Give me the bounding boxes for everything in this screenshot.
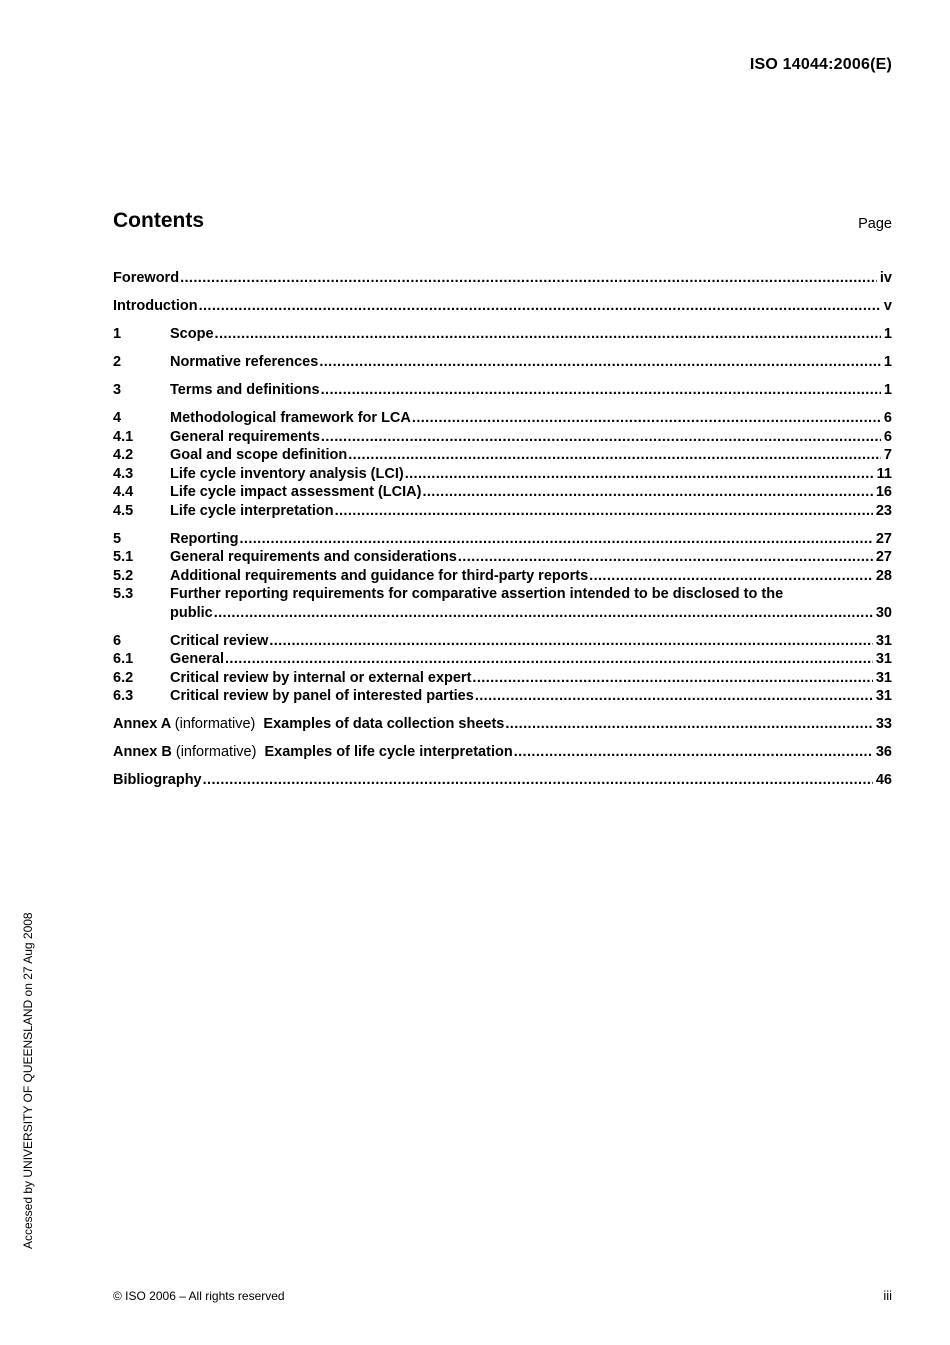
toc-entry-number: 4.3 [113,465,134,482]
toc-entry-label: Introduction [113,298,198,314]
toc-entry-page: 46 [875,772,892,788]
toc-entry-page: 11 [876,465,892,482]
toc-entry-number: 4.4 [113,484,134,500]
toc-entry[interactable] [113,465,892,484]
toc-entry-number: 4.1 [113,428,134,445]
toc-entry-label: Critical review by panel of interested parties [170,688,474,704]
toc-entry-number: 4 [113,410,122,426]
toc-entry-number: 6.2 [113,669,134,686]
toc-entry-page: v [883,298,892,314]
toc-entry[interactable] [113,483,892,502]
dot-leader [348,446,881,465]
toc-entry[interactable] [113,650,892,669]
toc-entry-page: 36 [875,744,892,760]
toc-entry-label-continued: public [170,604,213,621]
standard-id: ISO 14044:2006(E) [749,56,892,73]
toc-entry-label: Further reporting requirements for comparative assertion intended to be disclosed to the [170,586,784,602]
toc-entry-label: Additional requirements and guidance for third-party reports [170,567,589,584]
toc-entry-label: Bibliography [113,772,202,788]
toc-entry-number: 6 [113,632,122,649]
toc-entry[interactable] [113,530,892,549]
toc-entry[interactable] [113,446,892,465]
toc-entry-label: Reporting [170,530,239,547]
toc-entry[interactable] [113,409,892,428]
toc-entry-page: 30 [875,604,892,621]
toc-entry-number: 4.5 [113,502,134,519]
dot-leader [405,465,874,484]
toc-entry-page: 1 [883,382,892,398]
toc-entry-label: Critical review by internal or external expert [170,669,472,686]
toc-entry-page: 6 [883,410,892,426]
toc-entry[interactable] [113,687,892,706]
dot-leader [475,687,873,706]
toc-entry-number: 5.1 [113,549,134,565]
toc-entry-label: Life cycle inventory analysis (LCI) [170,465,404,482]
toc-entry-page: 6 [883,428,892,445]
toc-entry-number: 4.2 [113,447,134,463]
dot-leader [180,269,877,288]
dot-leader [422,483,872,502]
toc-entry[interactable] [113,743,892,762]
page-column-label: Page [858,216,892,232]
toc-entry-page: 23 [875,502,892,519]
access-watermark: Accessed by UNIVERSITY OF QUEENSLAND on 27 Aug 2008 [21,912,35,1249]
dot-leader [239,530,872,549]
toc-entry-number: 5.2 [113,567,134,584]
toc-entry[interactable] [113,381,892,400]
toc-entry-label: General [170,651,224,667]
toc-entry-number: 3 [113,382,122,398]
toc-entry-label: General requirements and considerations [170,549,457,565]
toc-entry-page: 1 [883,326,892,342]
dot-leader [458,548,873,567]
toc-entry-label: General requirements [170,428,320,445]
page-number: iii [883,1288,892,1303]
toc-entry[interactable] [113,428,892,447]
toc-entry-page: 31 [875,632,892,649]
toc-entry-label: Methodological framework for LCA [170,410,411,426]
toc-entry[interactable] [113,585,892,604]
toc-entry[interactable] [113,604,892,623]
toc-entry-page: 28 [875,567,892,584]
toc-entry-number: 5 [113,530,122,547]
toc-entry-label: Scope [170,326,214,342]
toc-entry-page: 1 [883,354,892,370]
page-title: Contents [113,209,204,232]
toc-entry-page: 31 [875,651,892,667]
dot-leader [214,604,873,623]
toc-entry-page: 31 [875,688,892,704]
dot-leader [225,650,873,669]
toc-entry[interactable] [113,325,892,344]
dot-leader [472,669,872,688]
dot-leader [321,428,881,447]
toc-annex-label [113,715,504,734]
toc-entry-label: Terms and definitions [170,382,320,398]
toc-annex-label [113,743,513,762]
dot-leader [505,715,872,734]
dot-leader [514,743,873,762]
table-of-contents [113,269,892,790]
dot-leader [589,567,873,586]
toc-entry[interactable] [113,771,892,790]
toc-entry-page: iv [879,270,892,286]
toc-entry-number: 5.3 [113,586,134,602]
dot-leader [269,632,873,651]
dot-leader [199,297,881,316]
toc-entry[interactable] [113,353,892,372]
toc-entry-label: Life cycle impact assessment (LCIA) [170,484,422,500]
toc-entry-number: 6.1 [113,651,134,667]
toc-entry-number: 2 [113,354,122,370]
dot-leader [412,409,881,428]
toc-entry[interactable] [113,669,892,688]
dot-leader [319,353,881,372]
annex-title: Examples of life cycle interpretation [264,744,513,760]
copyright-notice: © ISO 2006 – All rights reserved [113,1289,285,1303]
toc-entry-page: 33 [875,716,892,732]
toc-entry-label: Foreword [113,270,180,286]
toc-entry[interactable] [113,567,892,586]
toc-entry-label: Life cycle interpretation [170,502,334,519]
toc-entry-page: 27 [875,549,892,565]
toc-entry[interactable] [113,548,892,567]
toc-entry-page: 16 [875,484,892,500]
annex-id: Annex B [113,744,172,760]
toc-entry-page: 7 [883,447,892,463]
toc-entry-label: Goal and scope definition [170,447,348,463]
toc-entry-label: Normative references [170,354,319,370]
annex-id: Annex A [113,716,171,732]
toc-entry-number: 6.3 [113,688,134,704]
dot-leader [321,381,881,400]
dot-leader [203,771,873,790]
annex-note: (informative) [175,744,257,760]
annex-title: Examples of data collection sheets [263,716,505,732]
annex-note: (informative) [174,716,256,732]
dot-leader [335,502,873,521]
toc-entry[interactable] [113,502,892,521]
toc-entry[interactable] [113,632,892,651]
toc-entry[interactable] [113,715,892,734]
toc-entry-page: 31 [875,669,892,686]
toc-entry-page: 27 [875,530,892,547]
toc-entry[interactable] [113,269,892,288]
dot-leader [215,325,881,344]
toc-entry-label: Critical review [170,632,269,649]
toc-entry[interactable] [113,297,892,316]
toc-entry-number: 1 [113,326,122,342]
